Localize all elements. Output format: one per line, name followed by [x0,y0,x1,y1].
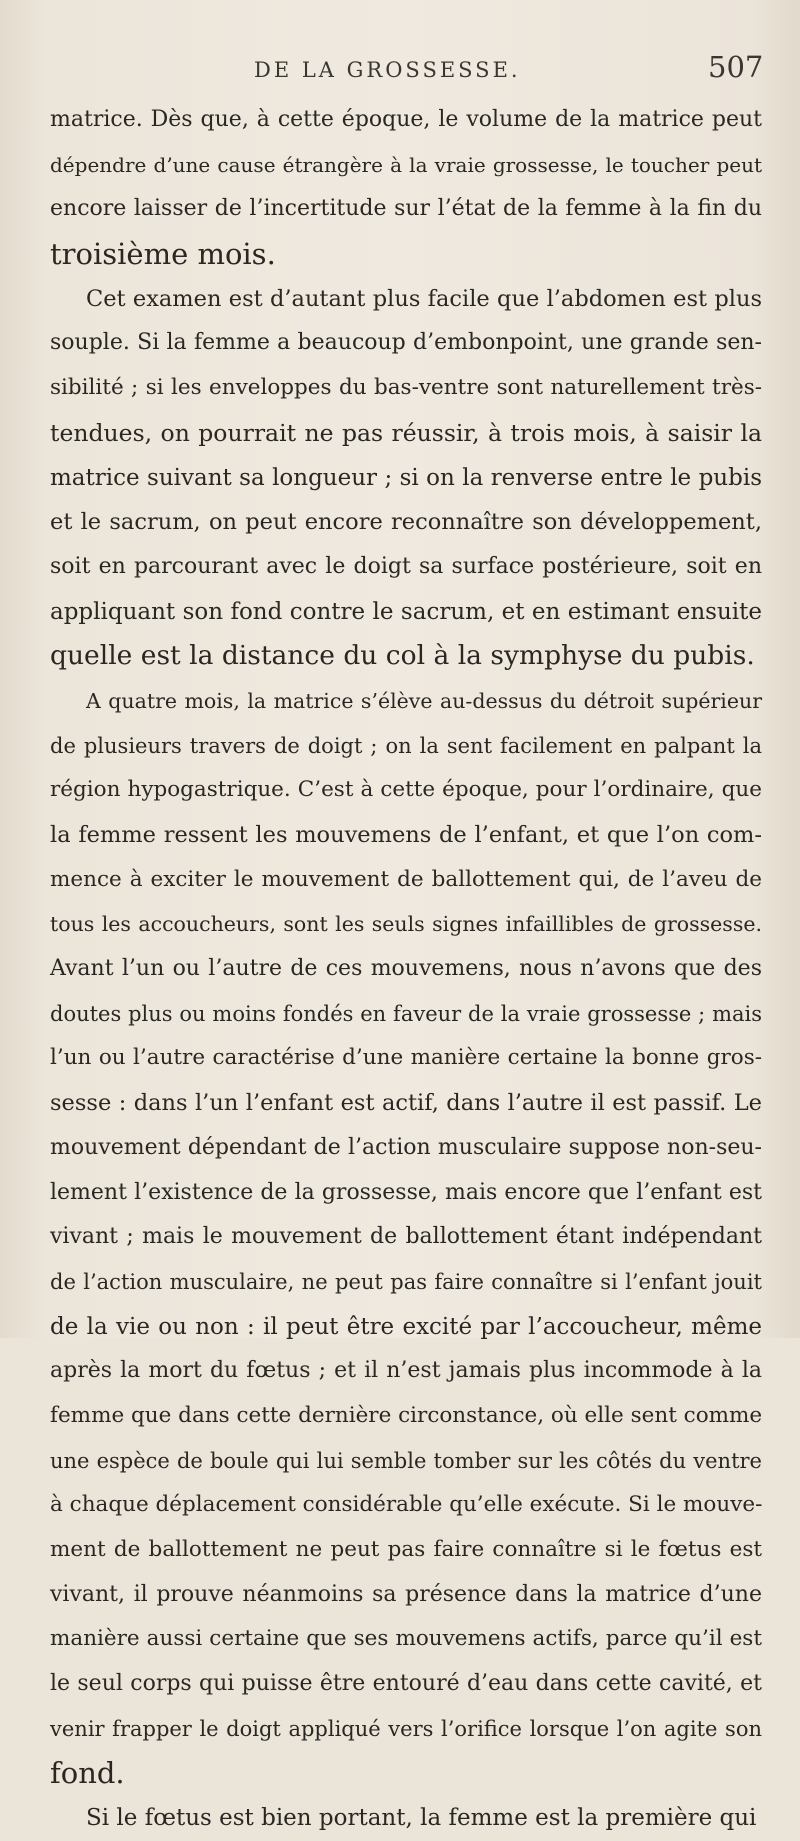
text-line: la femme ressent les mouvemens de l’enfant, et que l’on com- [50,822,762,848]
text-line: ment de ballottement ne peut pas faire connaître si le fœtus est [50,1537,762,1562]
text-line: A quatre mois, la matrice s’élève au-dessus du détroit supérieur [86,688,762,713]
text-line: femme que dans cette dernière circonstance, où elle sent comme [50,1402,763,1428]
text-line: appliquant son fond contre le sacrum, et en estimant ensuite [50,598,762,625]
page-number: 507 [708,50,764,84]
text-line: mence à exciter le mouvement de ballottement qui, de l’aveu de [50,866,762,892]
text-line: à chaque déplacement considérable qu’elle exécute. Si le mouve- [50,1492,763,1518]
text-line: souple. Si la femme a beaucoup d’embonpoint, une grande sen- [50,330,762,356]
text-line: manière aussi certaine que ses mouvemens actifs, parce qu’il est [50,1626,762,1652]
text-line: venir frapper le doigt appliqué vers l’orifice lorsque l’on agite son [50,1716,762,1741]
text-line: lement l’existence de la grossesse, mais encore que l’enfant est [50,1179,762,1205]
text-line: après la mort du fœtus ; et il n’est jamais plus incommode à la [50,1358,762,1384]
text-line: vivant, il prouve néanmoins sa présence dans la matrice d’une [50,1581,762,1607]
body-text [50,98,762,1841]
text-line: fond. [50,1756,125,1791]
text-line: tous les accoucheurs, sont les seuls signes infaillibles de grossesse. [50,912,762,937]
text-line: dépendre d’une cause étrangère à la vraie grossesse, le toucher peut [50,152,762,177]
text-line: Cet examen est d’autant plus facile que l’abdomen est plus [86,285,762,312]
text-line: de l’action musculaire, ne peut pas faire connaître si l’enfant jouit [50,1269,762,1294]
text-line: matrice. Dès que, à cette époque, le volume de la matrice peut [50,107,762,132]
text-line: de plusieurs travers de doigt ; on la sent facilement en palpant la [50,733,762,758]
running-head: DE LA GROSSESSE. [254,58,521,82]
text-line: le seul corps qui puisse être entouré d’eau dans cette cavité, et [50,1671,762,1697]
text-line: sibilité ; si les enveloppes du bas-ventre sont naturellement très- [50,375,762,401]
text-line: région hypogastrique. C’est à cette époque, pour l’ordinaire, que [50,777,762,803]
text-line: matrice suivant sa longueur ; si on la renverse entre le pubis [50,464,762,491]
text-line: tendues, on pourrait ne pas réussir, à trois mois, à saisir la [50,418,762,447]
text-line: de la vie ou non : il peut être excité par l’accoucheur, même [50,1313,762,1340]
text-line: une espèce de boule qui lui semble tomber sur les côtés du ventre [50,1448,762,1473]
text-line: doutes plus ou moins fondés en faveur de la vraie grossesse ; mais [50,1001,762,1026]
text-line: et le sacrum, on peut encore reconnaître son développement, [50,509,762,536]
text-line: Si le fœtus est bien portant, la femme est la première qui [86,1805,757,1832]
text-line: troisième mois. [50,237,276,272]
text-line: vivant ; mais le mouvement de ballottement étant indépendant [50,1224,762,1250]
text-line: soit en parcourant avec le doigt sa surface postérieure, soit en [50,553,762,579]
text-line: quelle est la distance du col à la symphyse du pubis. [50,640,755,672]
text-line: Avant l’un ou l’autre de ces mouvemens, nous n’avons que des [50,956,762,982]
text-line: mouvement dépendant de l’action musculaire suppose non-seu- [50,1134,762,1160]
text-line: l’un ou l’autre caractérise d’une manière certaine la bonne gros- [50,1045,762,1071]
text-line: sesse : dans l’un l’enfant est actif, dans l’autre il est passif. Le [50,1090,762,1117]
text-line: encore laisser de l’incertitude sur l’état de la femme à la fin du [50,196,762,222]
